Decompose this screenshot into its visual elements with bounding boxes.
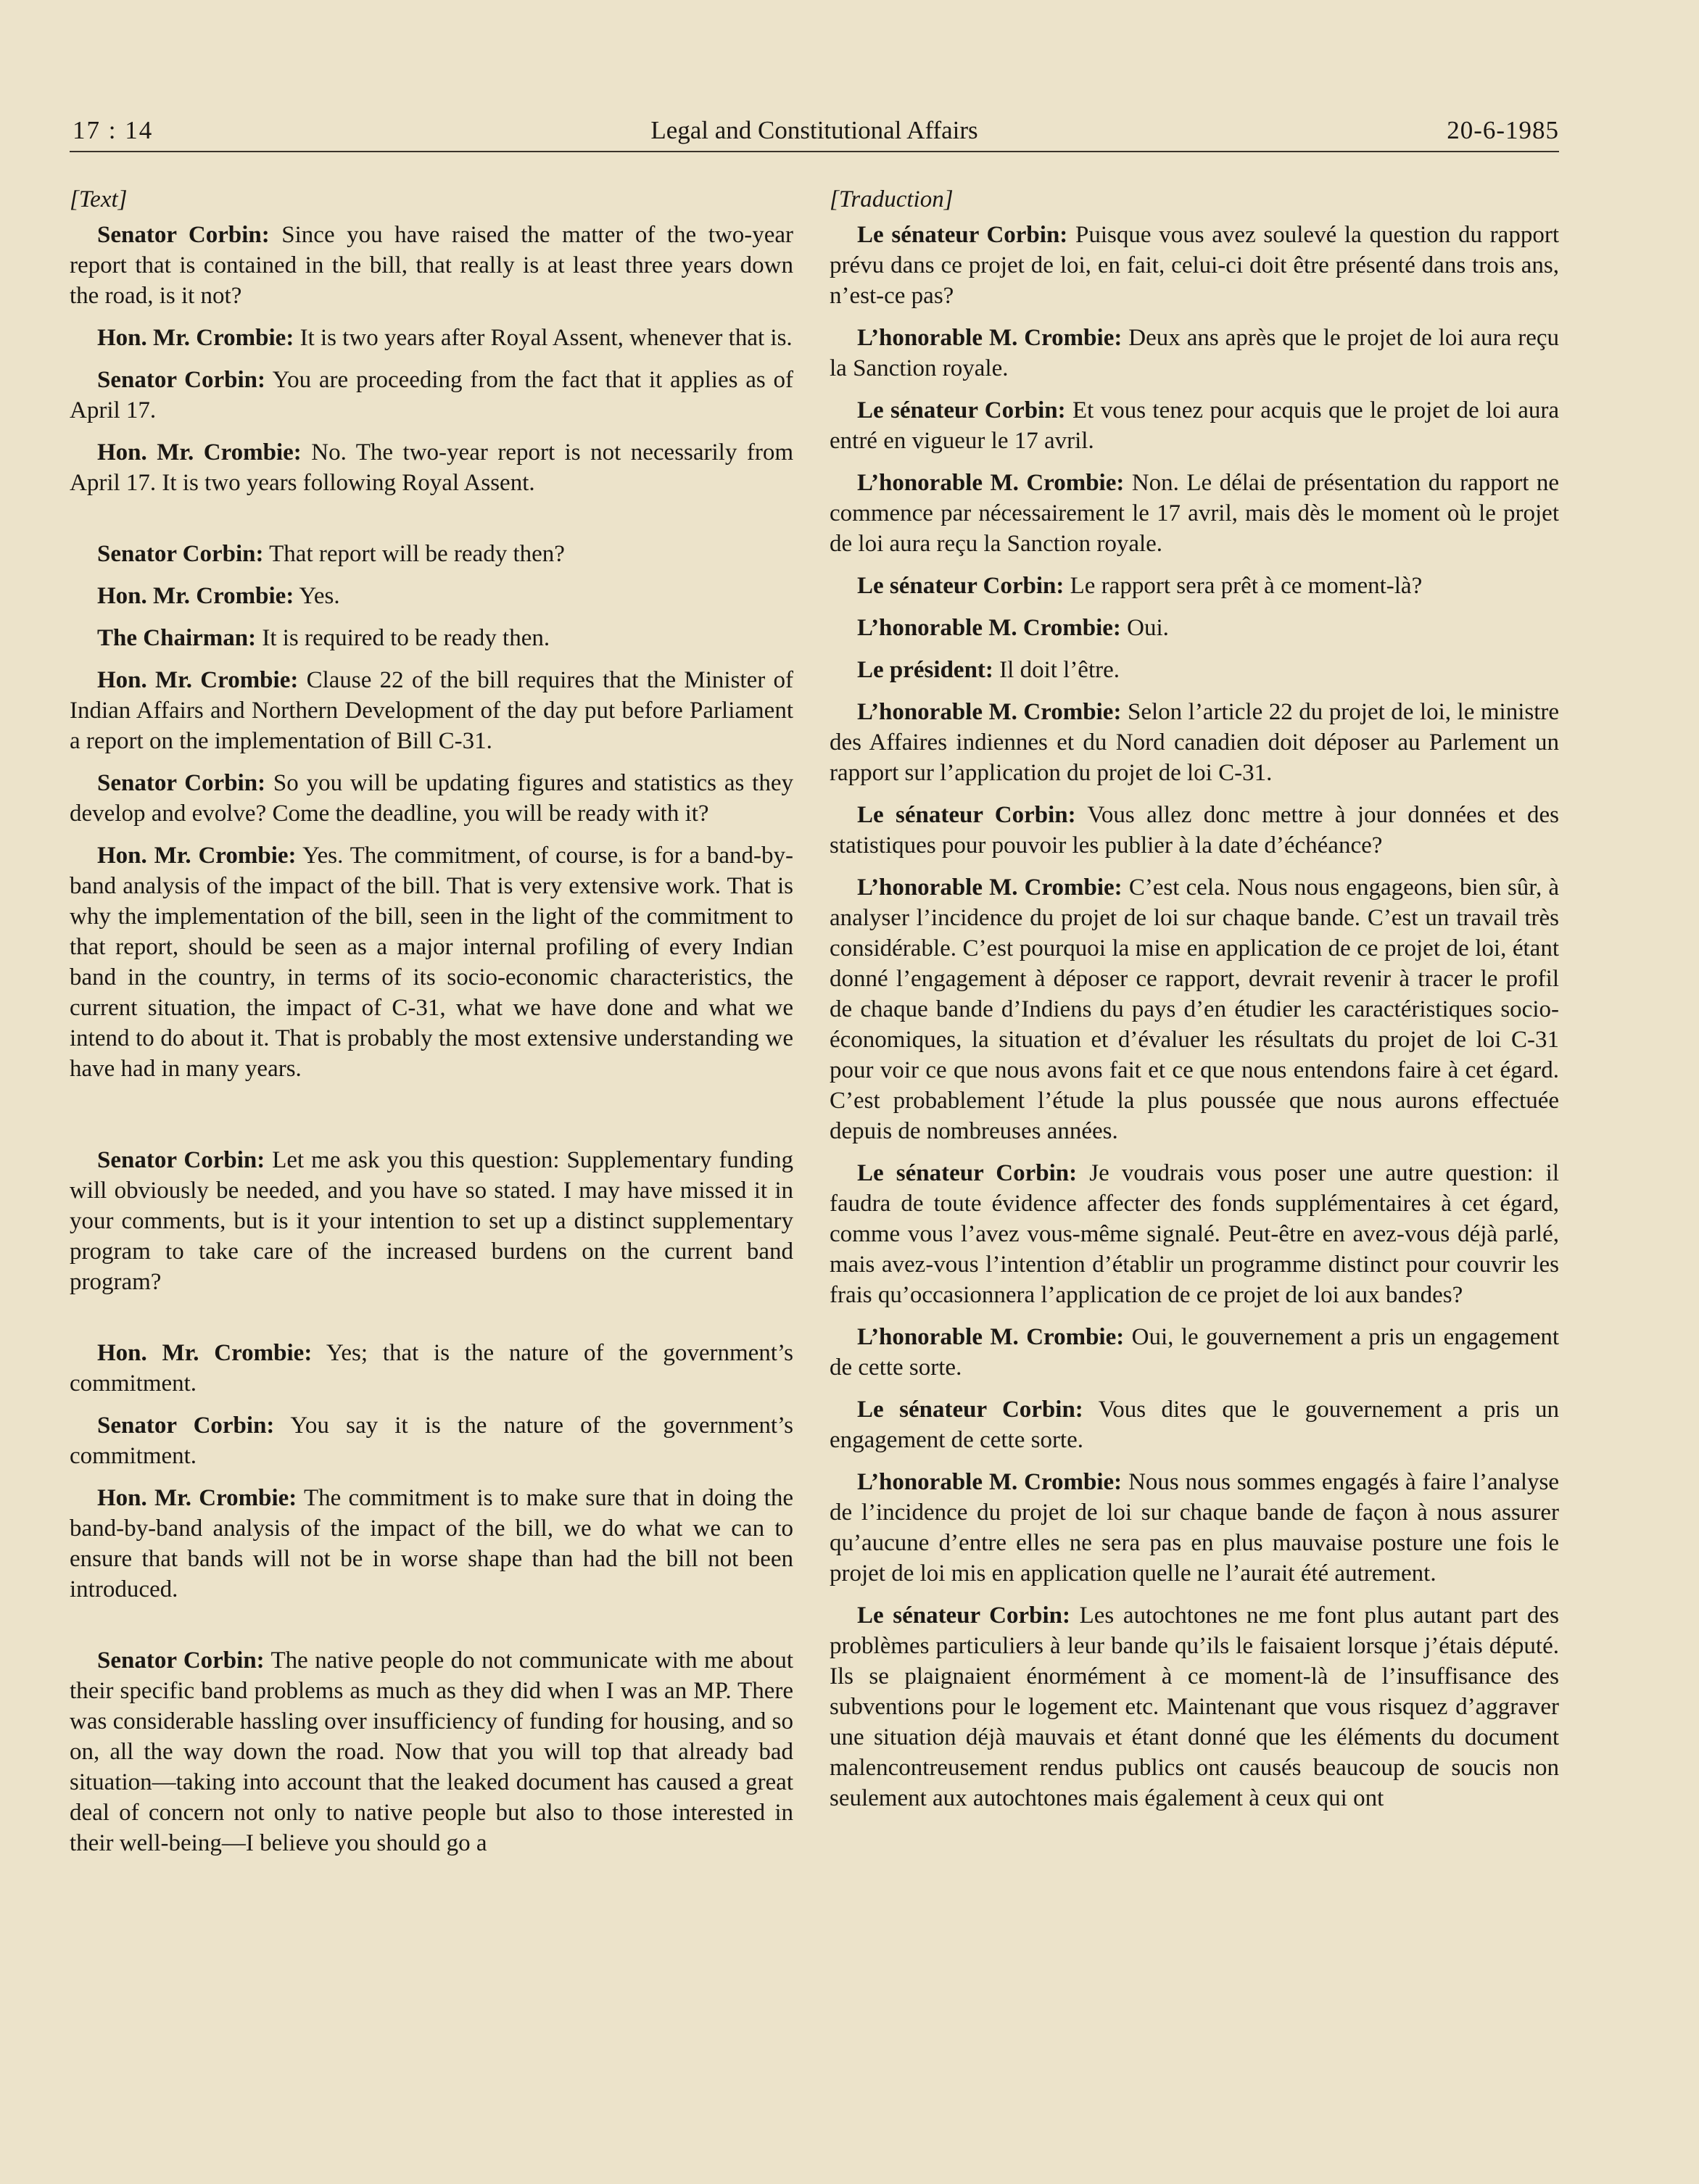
utterance: Et vous tenez pour acquis que le projet de loi aura entré en vigueur le 17 avril. bbox=[830, 397, 1560, 454]
paragraph bbox=[70, 539, 793, 569]
speaker: Senator Corbin: bbox=[97, 222, 270, 248]
page-number: 17 : 14 bbox=[73, 116, 154, 144]
page-header bbox=[70, 110, 1559, 152]
paragraph bbox=[70, 1145, 793, 1297]
paragraph bbox=[830, 1322, 1559, 1383]
utterance: That report will be ready then? bbox=[263, 541, 565, 567]
utterance: Clause 22 of the bill requires that the Minister of Indian Affairs and Northern Development of the day put before Parliament a report on the implementation of Bill C-31. bbox=[70, 667, 793, 754]
paragraph bbox=[70, 581, 793, 611]
speaker: Le président: bbox=[857, 657, 993, 683]
french-column bbox=[830, 185, 1559, 1825]
utterance: Il doit l’être. bbox=[993, 657, 1120, 683]
paragraph bbox=[830, 1467, 1559, 1589]
speaker: Le sénateur Corbin: bbox=[857, 1160, 1078, 1186]
speaker: Hon. Mr. Crombie: bbox=[97, 667, 299, 693]
paragraph bbox=[830, 1600, 1559, 1813]
utterance: Les autochtones ne me font plus autant part des problèmes particuliers à leur bande qu’ils le faisaient lorsque j’étais député. Ils se plaignaient énormément à ce moment-là de l’insuffisance des subventions pour le logement etc. Maintenant que vous risquez d’aggraver une situation déjà mauvais et étant donné que les éléments du document malencontreusement rendus publics ont causés beaucoup de soucis non seulement aux autochtones mais également à ceux qui ont bbox=[830, 1602, 1559, 1811]
paragraph bbox=[70, 437, 793, 498]
speaker: Senator Corbin: bbox=[97, 1147, 265, 1173]
speaker: L’honorable M. Crombie: bbox=[857, 1324, 1125, 1350]
paragraph bbox=[830, 1158, 1559, 1310]
speaker: Senator Corbin: bbox=[97, 1647, 265, 1674]
paragraph bbox=[830, 697, 1559, 788]
speaker: Hon. Mr. Crombie: bbox=[97, 1340, 313, 1366]
utterance: Vous dites que le gouvernement a pris un engagement de cette sorte. bbox=[830, 1397, 1560, 1453]
paragraph bbox=[830, 655, 1559, 685]
paragraph bbox=[830, 1394, 1559, 1455]
paragraph bbox=[70, 768, 793, 829]
utterance: Yes. bbox=[294, 583, 340, 609]
running-title: Legal and Constitutional Affairs bbox=[650, 116, 978, 144]
paragraph bbox=[70, 1410, 793, 1471]
paragraph bbox=[830, 468, 1559, 559]
paragraph bbox=[70, 1338, 793, 1399]
speaker: L’honorable M. Crombie: bbox=[857, 1469, 1123, 1495]
paragraph bbox=[70, 840, 793, 1084]
speaker: L’honorable M. Crombie: bbox=[857, 325, 1123, 351]
paragraph bbox=[70, 365, 793, 426]
speaker: Senator Corbin: bbox=[97, 541, 264, 567]
speaker: Hon. Mr. Crombie: bbox=[97, 439, 302, 466]
utterance: It is two years after Royal Assent, whenever that is. bbox=[294, 325, 793, 351]
speaker: Hon. Mr. Crombie: bbox=[97, 325, 294, 351]
paragraph bbox=[830, 613, 1559, 643]
utterance: No. The two-year report is not necessarily from April 17. It is two years following Royal Assent. bbox=[70, 439, 793, 496]
paragraph bbox=[830, 800, 1559, 861]
utterance: The native people do not communicate with me about their specific band problems as much as they did when I was an MP. There was considerable hassling over insufficiency of funding for housing, and so on, all the way down the road. Now that you will top that already bad situation—taking into account that the leaked document has caused a great deal of concern not only to native people but also to those interested in their well-being—I believe you should go a bbox=[70, 1647, 793, 1856]
speaker: L’honorable M. Crombie: bbox=[857, 874, 1123, 901]
paragraph bbox=[70, 665, 793, 756]
utterance: You say it is the nature of the government’s commitment. bbox=[70, 1412, 793, 1469]
paragraph bbox=[70, 623, 793, 653]
speaker: The Chairman: bbox=[97, 625, 257, 651]
utterance: Je voudrais vous poser une autre question: il faudra de toute évidence affecter des fonds supplémentaires à cet égard, comme vous l’avez vous-même signalé. Peut-être en avez-vous déjà parlé, mais avez-vous l’intention d’établir un programme distinct pour couvrir les frais qu’occasionnera l’application de ce projet de loi aux bandes? bbox=[830, 1160, 1560, 1308]
paragraph bbox=[830, 395, 1559, 456]
utterance: It is required to be ready then. bbox=[256, 625, 550, 651]
speaker: Hon. Mr. Crombie: bbox=[97, 843, 297, 869]
paragraph bbox=[830, 220, 1559, 311]
page-date: 20-6-1985 bbox=[1447, 116, 1559, 144]
utterance: Oui. bbox=[1120, 615, 1169, 641]
speaker: Le sénateur Corbin: bbox=[857, 573, 1065, 599]
speaker: Senator Corbin: bbox=[97, 770, 266, 796]
utterance: Deux ans après que le projet de loi aura reçu la Sanction royale. bbox=[830, 325, 1559, 381]
utterance: Nous nous sommes engagés à faire l’analyse de l’incidence du projet de loi sur chaque bande de façon à nous assurer qu’aucune d’entre elles ne sera pas en plus mauvaise posture une fois le projet de loi mis en application quelle ne l’aurait été autrement. bbox=[830, 1469, 1560, 1587]
utterance: Yes. The commitment, of course, is for a band-by-band analysis of the impact of the bill. That is very extensive work. That is why the implementation of the bill, seen in the light of the commitment to that report, should be seen as a major internal profiling of every Indian band in the country, in terms of its socio-economic characteristics, the current situation, the impact of C-31, what we have done and what we intend to do about it. That is probably the most extensive understanding we have had in many years. bbox=[70, 843, 793, 1082]
utterance: Yes; that is the nature of the government’s commitment. bbox=[70, 1340, 793, 1397]
speaker: L’honorable M. Crombie: bbox=[857, 615, 1121, 641]
speaker: Hon. Mr. Crombie: bbox=[97, 583, 294, 609]
speaker: Hon. Mr. Crombie: bbox=[97, 1485, 297, 1511]
utterance: Selon l’article 22 du projet de loi, le ministre des Affaires indiennes et du Nord canadien doit déposer au Parlement un rapport sur l’application du projet de loi C-31. bbox=[830, 699, 1560, 786]
english-column bbox=[70, 185, 793, 1870]
paragraph bbox=[70, 323, 793, 353]
utterance: Puisque vous avez soulevé la question du rapport prévu dans ce projet de loi, en fait, celui-ci doit être présenté dans trois ans, n’est-ce pas? bbox=[830, 222, 1559, 309]
utterance: Non. Le délai de présentation du rapport ne commence par nécessairement le 17 avril, mais dès le moment où le projet de loi aura reçu la Sanction royale. bbox=[830, 470, 1559, 557]
paragraph bbox=[70, 1483, 793, 1605]
paragraph bbox=[70, 220, 793, 311]
utterance: You are proceeding from the fact that it applies as of April 17. bbox=[70, 367, 793, 423]
paragraph bbox=[830, 571, 1559, 601]
speaker: L’honorable M. Crombie: bbox=[857, 470, 1125, 496]
paragraph bbox=[830, 323, 1559, 384]
text-tag: [Text] bbox=[70, 186, 128, 212]
speaker: Le sénateur Corbin: bbox=[857, 1397, 1083, 1423]
utterance: C’est cela. Nous nous engageons, bien sûr, à analyser l’incidence du projet de loi sur chaque bande. C’est un travail très considérable. C’est pourquoi la mise en application de ce projet de loi, étant donné l’engagement à déposer ce rapport, devrait revenir à tracer le profil de chaque bande d’Indiens du pays d’en étudier les caractéristiques socio-économiques, la situation et d’évaluer les résultats du projet de loi C-31 pour voir ce que nous avons fait et ce que nous entendons faire à cet égard. C’est probablement l’étude la plus poussée que nous aurons effectuée depuis de nombreuses années. bbox=[830, 874, 1560, 1144]
utterance: Le rapport sera prêt à ce moment-là? bbox=[1064, 573, 1423, 599]
utterance: Vous allez donc mettre à jour données et des statistiques pour pouvoir les publier à la date d’échéance? bbox=[830, 802, 1559, 859]
utterance: So you will be updating figures and statistics as they develop and evolve? Come the deadline, you will be ready with it? bbox=[70, 770, 793, 827]
speaker: Le sénateur Corbin: bbox=[857, 802, 1076, 828]
speaker: Senator Corbin: bbox=[97, 367, 266, 393]
utterance: Since you have raised the matter of the two-year report that is contained in the bill, that really is at least three years down the road, is it not? bbox=[70, 222, 793, 309]
utterance: Oui, le gouvernement a pris un engagement de cette sorte. bbox=[830, 1324, 1560, 1381]
speaker: L’honorable M. Crombie: bbox=[857, 699, 1122, 725]
speaker: Senator Corbin: bbox=[97, 1412, 275, 1439]
speaker: Le sénateur Corbin: bbox=[857, 222, 1068, 248]
speaker: Le sénateur Corbin: bbox=[857, 1602, 1071, 1629]
paragraph bbox=[830, 872, 1559, 1146]
paragraph bbox=[70, 1645, 793, 1858]
translation-tag: [Traduction] bbox=[830, 186, 954, 212]
utterance: Let me ask you this question: Supplementary funding will obviously be needed, and you have so stated. I may have missed it in your comments, but is it your intention to set up a distinct supplementary program to take care of the increased burdens on the current band program? bbox=[70, 1147, 793, 1295]
utterance: The commitment is to make sure that in doing the band-by-band analysis of the impact of the bill, we do what we can to ensure that bands will not be in worse shape than had the bill not been introduced. bbox=[70, 1485, 793, 1602]
speaker: Le sénateur Corbin: bbox=[857, 397, 1066, 423]
